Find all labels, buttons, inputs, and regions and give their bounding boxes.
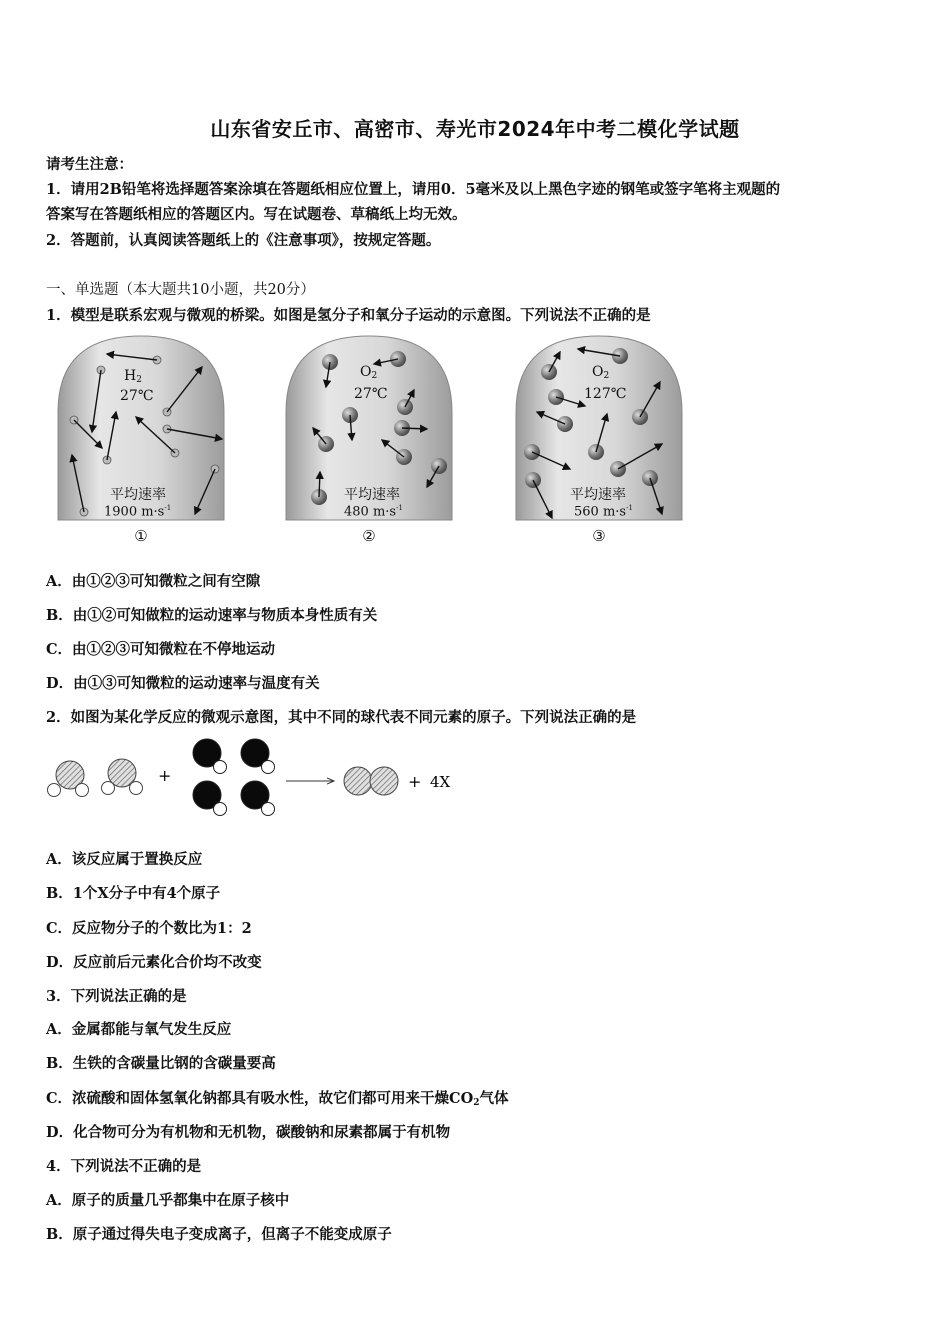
reaction-illustration [42, 735, 462, 825]
q2-option-c: C．反应物分子的个数比为1：2 [46, 920, 252, 937]
notice-item-2: 2．答题前，认真阅读答题纸上的《注意事项》，按规定答题。 [46, 232, 441, 249]
q2-option-a: A．该反应属于置换反应 [46, 851, 203, 868]
flask-3-rate-label: 平均速率 [570, 487, 626, 503]
q2-option-d: D．反应前后元素化合价均不改变 [46, 954, 262, 971]
flask-2-label: ② [362, 527, 376, 545]
q2-option-b: B．1个X分子中有4个原子 [46, 885, 221, 902]
q4-option-a: A．原子的质量几乎都集中在原子核中 [46, 1192, 290, 1209]
flask-1-label: ① [134, 527, 148, 545]
q3-option-c: C．浓硫酸和固体氢氧化钠都具有吸水性，故它们都可用来干燥$CO_2$气体 [46, 1090, 509, 1108]
flask-3-label: ③ [592, 527, 606, 545]
q3-option-a: A．金属都能与氧气发生反应 [46, 1021, 232, 1038]
product-4x: 4X [430, 773, 451, 791]
q1-option-d: D．由①③可知微粒的运动速率与温度有关 [46, 675, 320, 692]
question-4-stem: 4．下列说法不正确的是 [46, 1158, 202, 1175]
q3-option-d: D．化合物可分为有机物和无机物，碳酸钠和尿素都属于有机物 [46, 1124, 451, 1141]
flask-1-rate-label: 平均速率 [110, 487, 166, 503]
q2-reaction-diagram [42, 735, 462, 825]
flask-1-gas: $H_2$ [124, 368, 142, 385]
flask-1-rate: 1900 $m\cdot s^{-1}$ [104, 504, 172, 520]
question-3-stem: 3．下列说法正确的是 [46, 988, 187, 1005]
flask-2-gas: $O_2$ [360, 364, 378, 381]
flask-3-rate: 560 $m\cdot s^{-1}$ [574, 504, 633, 520]
q1-option-a: A．由①②③可知微粒之间有空隙 [46, 573, 261, 590]
flask-figure-3 [512, 332, 686, 545]
question-1-stem: 1．模型是联系宏观与微观的桥梁。如图是氢分子和氧分子运动的示意图。下列说法不正确的是 [46, 307, 651, 324]
q4-option-b: B．原子通过得失电子变成离子，但离子不能变成原子 [46, 1226, 392, 1243]
flask-2-rate-label: 平均速率 [344, 487, 400, 503]
q3-option-b: B．生铁的含碳量比钢的含碳量要高 [46, 1055, 276, 1072]
flask-figure-1 [54, 332, 228, 545]
flask-figure-2 [282, 332, 456, 545]
flask-3-gas: $O_2$ [592, 364, 610, 381]
reactant-molecule-b [193, 739, 275, 816]
plus-sign-2: + [408, 772, 422, 791]
plus-sign-1: + [158, 766, 172, 785]
reactant-molecule-a [48, 759, 143, 797]
flask-2-temp: 27℃ [354, 386, 388, 402]
flask-2-rate: 480 $m\cdot s^{-1}$ [344, 504, 403, 520]
q1-figure-row [52, 332, 692, 552]
q1-option-c: C．由①②③可知微粒在不停地运动 [46, 641, 276, 658]
notice-item-1-cont: 答案写在答题纸相应的答题区内。写在试题卷、草稿纸上均无效。 [46, 206, 467, 223]
question-2-stem: 2．如图为某化学反应的微观示意图，其中不同的球代表不同元素的原子。下列说法正确的是 [46, 709, 637, 726]
section-heading: 一、单选题（本大题共10小题，共20分） [46, 282, 315, 298]
notice-item-1: 1．请用2B铅笔将选择题答案涂填在答题纸相应位置上，请用0．5毫米及以上黑色字迹的钢笔或签字笔将主观题的 [46, 181, 781, 198]
page-title: 山东省安丘市、高密市、寿光市2024年中考二模化学试题 [210, 117, 740, 141]
flask-1-temp: 27℃ [120, 388, 154, 404]
notice-heading: 请考生注意： [46, 156, 133, 173]
q1-option-b: B．由①②可知做粒的运动速率与物质本身性质有关 [46, 607, 378, 624]
flask-3-temp: 127℃ [584, 386, 627, 402]
product-molecule [344, 767, 398, 795]
